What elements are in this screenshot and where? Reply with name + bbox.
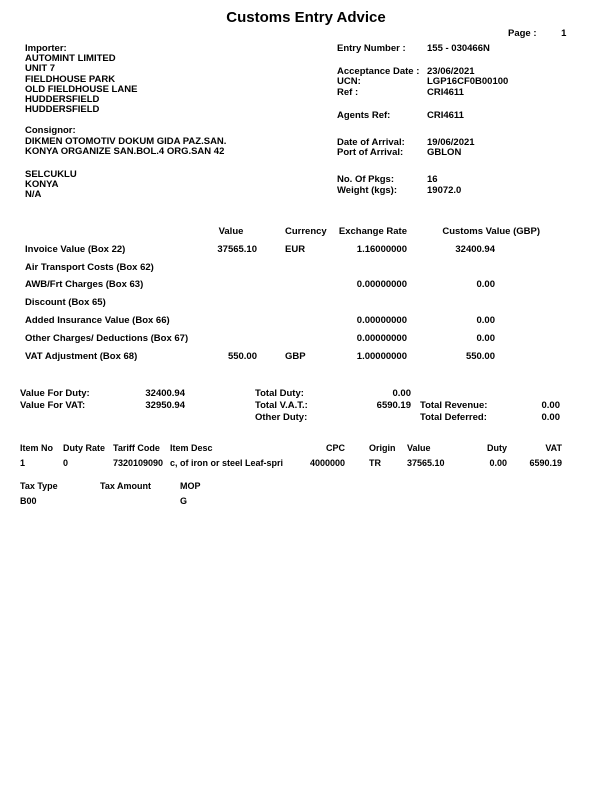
value-row-amount: 37565.10 — [217, 243, 257, 255]
consignor-label: Consignor: — [25, 125, 76, 137]
importer-line: HUDDERSFIELD — [25, 94, 100, 106]
value-row-currency — [257, 279, 313, 297]
value-row-customs-value: 550.00 — [465, 350, 495, 362]
tax-header-tax-type: Tax Type — [20, 481, 58, 491]
value-row-label: Discount (Box 65) — [25, 297, 106, 309]
value-row-amount — [205, 279, 257, 297]
value-row-exchange-rate — [313, 297, 407, 315]
total-vat-value: 6590.19 — [376, 400, 411, 411]
items-header-item-desc: Item Desc — [170, 443, 213, 453]
value-row-amount: 550.00 — [227, 350, 257, 362]
importer-line: OLD FIELDHOUSE LANE — [25, 83, 138, 95]
page-indicator — [508, 28, 566, 39]
port-of-arrival-row — [337, 148, 508, 158]
value-for-vat-label: Value For VAT: — [20, 400, 86, 411]
ref-row — [337, 88, 508, 98]
consignor-line: KONYA ORGANIZE SAN.BOL.4 ORG.SAN 42 — [25, 145, 225, 157]
item-duty: 0.00 — [489, 458, 507, 469]
item-cpc: 4000000 — [309, 458, 345, 469]
value-for-duty-label: Value For Duty: — [20, 388, 90, 399]
tax-mop: G — [180, 496, 188, 507]
values-header-customs-value: Customs Value (GBP) — [442, 226, 540, 237]
value-row-label: VAT Adjustment (Box 68) — [25, 350, 138, 362]
items-table-row — [20, 458, 562, 468]
tax-table — [20, 481, 225, 511]
item-vat: 6590.19 — [529, 458, 562, 469]
item-desc: c, of iron or steel Leaf-spri — [170, 458, 284, 469]
document-title: Customs Entry Advice — [226, 9, 386, 26]
items-header-origin: Origin — [369, 443, 396, 453]
total-duty-label: Total Duty: — [255, 388, 304, 399]
value-row-currency — [257, 297, 313, 315]
pkgs-label: No. Of Pkgs: — [337, 174, 395, 186]
value-row-exchange-rate: 1.00000000 — [356, 350, 407, 362]
values-table — [25, 226, 540, 368]
weight-label: Weight (kgs): — [337, 184, 397, 196]
tax-table-header — [20, 481, 225, 491]
values-table-row — [25, 333, 540, 351]
agents-ref-label: Agents Ref: — [337, 109, 391, 121]
importer-block — [25, 44, 226, 115]
items-header-vat: VAT — [545, 443, 562, 453]
weight-row — [337, 186, 508, 196]
summary-row — [20, 388, 560, 400]
consignor-line: SELCUKLU — [25, 169, 77, 181]
value-row-customs-value: 32400.94 — [455, 243, 495, 255]
value-row-customs-value: 0.00 — [476, 332, 495, 344]
value-for-vat-value: 32950.94 — [145, 400, 185, 411]
item-value: 37565.10 — [407, 458, 445, 469]
pkgs-value: 16 — [427, 174, 438, 186]
value-row-amount — [205, 297, 257, 315]
consignor-block — [25, 126, 226, 157]
total-revenue-value: 0.00 — [541, 400, 560, 411]
values-table-row — [25, 315, 540, 333]
tax-table-row — [20, 496, 225, 506]
port-of-arrival-value: GBLON — [427, 147, 462, 159]
entry-details-block — [337, 44, 508, 196]
items-header-value: Value — [407, 443, 431, 453]
total-vat-label: Total V.A.T.: — [255, 400, 308, 411]
importer-line: HUDDERSFIELD — [25, 104, 100, 116]
total-duty-value: 0.00 — [392, 388, 411, 399]
date-of-arrival-value: 19/06/2021 — [427, 137, 475, 149]
total-deferred-label: Total Deferred: — [420, 412, 487, 423]
value-row-amount — [205, 315, 257, 333]
value-row-currency — [257, 262, 313, 280]
items-header-item-no: Item No — [20, 443, 54, 453]
value-row-customs-value: 0.00 — [476, 314, 495, 326]
values-table-header — [25, 226, 540, 244]
item-duty-rate: 0 — [63, 458, 69, 469]
value-row-label: Air Transport Costs (Box 62) — [25, 261, 154, 273]
items-table — [20, 443, 562, 473]
value-row-customs-value — [407, 297, 540, 315]
items-header-duty-rate: Duty Rate — [63, 443, 106, 453]
value-row-currency — [257, 333, 313, 351]
ref-label: Ref : — [337, 86, 359, 98]
value-row-exchange-rate — [313, 262, 407, 280]
importer-line: UNIT 7 — [25, 63, 56, 75]
total-deferred-value: 0.00 — [541, 412, 560, 423]
values-table-row — [25, 351, 540, 369]
value-row-currency: EUR — [285, 243, 306, 255]
tax-header-mop: MOP — [180, 481, 201, 491]
values-table-row — [25, 279, 540, 297]
tax-header-tax-amount: Tax Amount — [100, 481, 151, 491]
value-row-label: Invoice Value (Box 22) — [25, 243, 126, 255]
value-row-exchange-rate: 0.00000000 — [356, 279, 407, 291]
other-duty-label: Other Duty: — [255, 412, 308, 423]
entry-number-label: Entry Number : — [337, 43, 406, 54]
value-row-exchange-rate: 0.00000000 — [356, 314, 407, 326]
ref-value: CRI4611 — [427, 86, 464, 98]
values-table-row — [25, 297, 540, 315]
page-label: Page : — [508, 28, 537, 39]
tax-type: B00 — [20, 496, 37, 507]
consignor-city-block — [25, 170, 226, 201]
value-row-currency: GBP — [285, 350, 306, 362]
importer-label: Importer: — [25, 43, 67, 54]
items-table-header — [20, 443, 562, 453]
values-header-value: Value — [218, 226, 244, 237]
tax-amount — [100, 496, 180, 506]
date-of-arrival-label: Date of Arrival: — [337, 137, 405, 149]
value-row-currency — [257, 315, 313, 333]
item-tariff-code: 7320109090 — [113, 458, 164, 469]
entry-number-row — [337, 44, 508, 54]
value-row-customs-value: 0.00 — [476, 279, 495, 291]
item-no: 1 — [20, 458, 26, 469]
agents-ref-row — [337, 111, 508, 121]
acceptance-date-value: 23/06/2021 — [427, 66, 475, 78]
value-row-amount — [205, 262, 257, 280]
items-header-duty: Duty — [487, 443, 507, 453]
items-header-tariff-code: Tariff Code — [113, 443, 160, 453]
weight-value: 19072.0 — [427, 184, 462, 196]
value-row-exchange-rate: 1.16000000 — [356, 243, 407, 255]
item-origin: TR — [369, 458, 381, 469]
port-of-arrival-label: Port of Arrival: — [337, 147, 404, 159]
values-table-row — [25, 262, 540, 280]
value-for-duty-value: 32400.94 — [145, 388, 185, 399]
totals-summary — [20, 388, 560, 424]
entry-number-value: 155 - 030466N — [427, 43, 490, 54]
items-header-cpc: CPC — [325, 443, 345, 453]
values-header-exchange-rate: Exchange Rate — [338, 226, 407, 237]
summary-row — [20, 400, 560, 412]
value-row-amount — [205, 333, 257, 351]
values-header-currency: Currency — [285, 226, 327, 237]
consignor-line: KONYA — [25, 179, 59, 191]
value-row-label: Other Charges/ Deductions (Box 67) — [25, 332, 189, 344]
agents-ref-value: CRI4611 — [427, 109, 464, 121]
acceptance-date-label: Acceptance Date : — [337, 66, 420, 78]
parties-block — [25, 44, 226, 201]
ucn-row — [337, 77, 508, 87]
value-row-exchange-rate: 0.00000000 — [356, 332, 407, 344]
value-row-label: Added Insurance Value (Box 66) — [25, 314, 170, 326]
summary-row — [20, 412, 560, 424]
value-row-customs-value — [407, 262, 540, 280]
page-number: 1 — [561, 28, 567, 39]
ucn-label: UCN: — [337, 76, 361, 88]
consignor-line: DIKMEN OTOMOTIV DOKUM GIDA PAZ.SAN. — [25, 135, 227, 147]
ucn-value: LGP16CF0B00100 — [427, 76, 509, 88]
importer-line: FIELDHOUSE PARK — [25, 73, 116, 85]
value-row-label: AWB/Frt Charges (Box 63) — [25, 279, 144, 291]
consignor-line: N/A — [25, 189, 42, 201]
total-revenue-label: Total Revenue: — [420, 400, 488, 411]
values-table-row — [25, 244, 540, 262]
importer-line: AUTOMINT LIMITED — [25, 53, 116, 65]
